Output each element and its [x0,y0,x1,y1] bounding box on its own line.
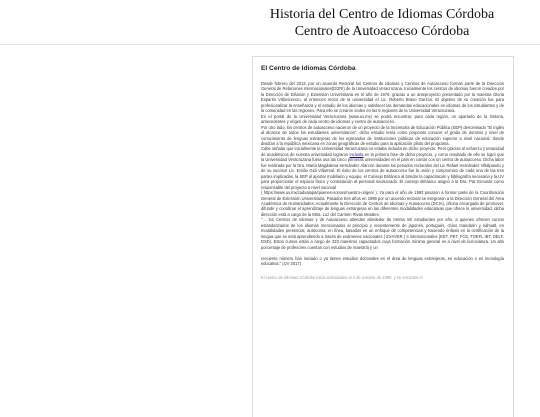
article-paragraph: "… los Centros de Idiomas y de Autoacceso atienden alrededor de treinta mil estudiantes por año, a quienes ofrecen cursos estandarizados de los idiomas mencionados al principio y recientemente de japonés, portugués, chino mandarín y náhuatl, en modalidades presencial, autónoma, en línea, basados en un enfoque de competencias y haciendo énfasis en la certificación de la lengua que se está aprendiendo a través de exámenes nacionales ( EXAVER ) e internacionales (KET, PET, FCE, TOEFL IBT, DELF, DSD). Estos cursos están a cargo de 333 maestros capacitados cuya formación mínima general es a nivel de licenciatura. Un alto porcentaje de profesores cuentan con estudios de maestría y un [261,217,504,250]
inline-link[interactable]: incluirla [349,151,364,157]
paragraph-text: Cabe señalar que inicialmente la Universidad Veracruzana no estaba incluida en dicho proyecto. Pero gracias al esfuerzo y tenacidad de académicos de nuestra universidad lograron [261,146,504,157]
paragraph-text: Por otro lado, los centros de autoacceso nacieron de un proyecto de la Secretaría de Educación Pública (SEP) denominado "El inglés al alcance de todos los estudiantes universitarios", dicho estudio tenía como propósito conocer el grado de dominio y nivel de conocimiento de lenguas extranjeras de los egresados de instituciones públicas de educación superior a nivel nacional; donde dividían a la república mexicana en zonas geográficas de estudio para la aplicación piloto del programa. [261,124,504,146]
page-subtitle: Centro de Autoacceso Córdoba [294,24,470,39]
article-paragraph: ( https://www.uv.mx/cadxalapa/quienes-somos/nuestro-origen/ ). Ya para el año de 1993 pasaron a formar parte de la Coordinación General de Extensión Universitaria. Pasados tres años en 1996 por un acuerdo rectoral se integraron a la Dirección General del Área Académica de Humanidades. Actualmente la Dirección de Centros de Idiomas y Autoacceso (DCIA), oficina encargada de promover, difundir y coordinar el aprendizaje de lenguas extranjeras en las diferentes modalidades educativas que ofrece la universidad, dicha dirección está a cargo de la Mtra. Luz del Carmen Rivas Morales. [261,190,504,217]
header-divider [0,44,540,45]
page-title: Historia del Centro de Idiomas Córdoba [269,7,495,22]
article-paragraph: Desde febrero del 2013, por un acuerdo Rectoral los Centros de Idiomas y Centros de Autoacceso forman parte de la Dirección General de Relaciones Internacionales(DGRI) de la Universidad Veracruzana. Inicialmente los centros de idiomas fueron creados por la Dirección de Difusión y Extensión Universitaria en el año de 1976, gracias a un anteproyecto presentado por la maestra Gloria Espartin Villavicencio, al entonces rector de la universidad el Lic. Roberto Bravo Garzón. El objetivo de su creación fue para profesionalizar la enseñanza y el estudio de los idiomas y satisfacer las demandas educacionales en idiomas de los estudiantes y de la comunidad en las regiones. Para ello se crearon sedes en las 5 regiones de la Universidad Veracruzana. [261,81,504,114]
page-heading [232,6,532,40]
article-paragraph: El centro de Idiomas Córdoba inicia actividades el 4 de octubre de 1990, y se encontró el [261,275,423,281]
article-paragraph [261,146,504,190]
paragraph-text: en la primera fase de dicho proyecto, y como resultado de ello se logró que la Universidad Veracruzana fuera una las cinco primeras universidades en el país en contar con un centro de autoacceso. Dicha labor fue realizada por la Dra. María Magdalena Hernández Alarcón durante los periodos rectorales del Lic Rafael Hernández Villalpando y de su sucesor Lic. Emilio Gidi Villarreal. El éxito de los centros de autoacceso fue la unión y compromiso de cada una de las tres partes implicadas, la SEP al aportar mobiliario y equipo, el Consejo Británico al brindar la capacitación y bibliografía necesaria y la UV para proporcionar el espacio físico y contratación al personal involucrado. El consejo Británico asignó a la Dra. Pat Grounds como responsable del proyecto a nivel nacional [261,151,504,190]
article-paragraph: En el portal de la Universidad Veracruzana (www.uv.mx) se podrá encontrar, para cada región, un apartado de la historia, antecedentes y origen de cada centro de idiomas y centro de autoacceso. [261,113,504,125]
article-paragraph: creciente número han iniciado o ya tienen estudios doctorales en el área de lenguas extranjeras, en educación o en tecnología educativa." (UV 2017) [261,255,504,266]
article-container [252,56,514,417]
article-body [261,81,504,281]
article-title: El Centro de Idiomas Córdoba [261,65,356,72]
article-paragraph [261,125,504,147]
